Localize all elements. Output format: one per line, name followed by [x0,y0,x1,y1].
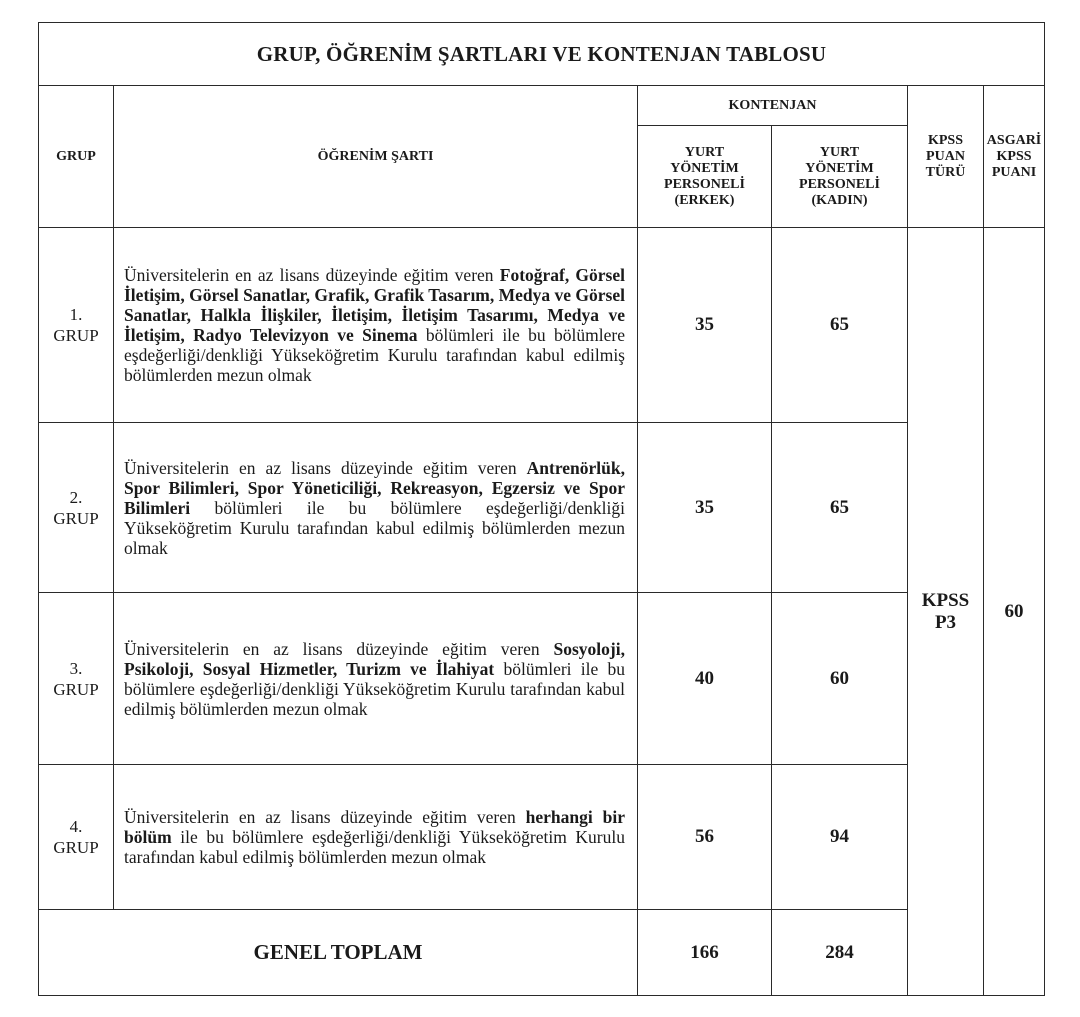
header-line: (ERKEK) [674,192,735,208]
grup-cell [39,423,114,593]
asgari-kpss-puani: 60 [984,228,1045,996]
sart-text: bölümleri ile bu bölümlere eşdeğerliği/denkliği Yükseköğretim Kurulu tarafından kabul edilmiş bölümlerden mezun olmak [124,325,625,385]
sart-departments: Fotoğraf, Görsel İletişim, Görsel Sanatlar, Grafik, Grafik Tasarım, Medya ve Görsel Sanatlar, Halkla İlişkiler, İletişim, İletişim Tasarımı, Medya ve İletişim, Radyo Televizyon ve Sinema [124,265,626,345]
sart-departments: herhangi bir bölüm [124,807,625,847]
sart-departments: Antrenörlük, Spor Bilimleri, Spor Yöneticiliği, Rekreasyon, Egzersiz ve Spor Bilimleri [124,457,625,518]
table-row [39,593,1045,765]
header-line: YÖNETİM [670,160,739,176]
kontenjan-erkek: 35 [638,228,772,423]
header-line: KPSS [996,148,1032,164]
ogrenim-sarti-cell [114,593,638,765]
table-row [39,423,1045,593]
header-line: PUANI [991,164,1037,180]
header-line: KPSS [927,132,963,148]
total-erkek: 166 [638,910,772,996]
kontenjan-kadin: 94 [772,765,908,910]
grup-cell [39,228,114,423]
header-line: PUAN [926,148,965,164]
grup-label: GRUP [53,679,99,699]
header-line: PERSONELİ [799,176,880,192]
table-row [39,228,1045,423]
sart-departments: Sosyoloji, Psikoloji, Sosyal Hizmetler, Turizm ve İlahiyat [124,638,625,679]
kontenjan-kadin: 65 [772,228,908,423]
grup-label: GRUP [53,326,99,345]
grup-number: 4. [69,817,83,836]
ogrenim-sarti-cell [114,423,638,593]
kpss-type-line: P3 [934,611,957,633]
header-line: YÖNETİM [805,160,874,176]
header-erkek [638,126,772,228]
total-row [39,910,1045,996]
kontenjan-kadin: 60 [772,593,908,765]
table-row [39,765,1045,910]
sart-text: Üniversitelerin en az lisans düzeyinde eğitim veren [124,457,527,478]
sart-text: Üniversitelerin en az lisans düzeyinde eğitim veren [124,807,526,827]
kontenjan-kadin: 65 [772,423,908,593]
header-line: YURT [684,144,725,160]
header-ogrenim-sarti: ÖĞRENİM ŞARTI [114,86,638,228]
grup-cell [39,593,114,765]
table-title: GRUP, ÖĞRENİM ŞARTLARI VE KONTENJAN TABLOSU [39,23,1045,86]
kontenjan-erkek: 56 [638,765,772,910]
kpss-puan-turu [908,228,984,996]
genel-toplam-label: GENEL TOPLAM [39,910,638,996]
grup-label: GRUP [53,838,99,857]
grup-label: GRUP [53,508,99,528]
sart-text: ile bu bölümlere eşdeğerliği/denkliği Yükseköğretim Kurulu tarafından kabul edilmiş bölümlerden mezun olmak [124,827,625,867]
grup-cell [39,765,114,910]
header-line: ASGARİ [986,132,1042,148]
header-line: YURT [819,144,860,160]
grup-number: 2. [69,487,83,507]
header-asgari-kpss-puani [984,86,1045,228]
grup-number: 3. [69,658,83,678]
header-grup: GRUP [39,86,114,228]
contingent-table [38,22,1045,996]
header-kontenjan: KONTENJAN [638,86,908,126]
header-kpss-puan-turu [908,86,984,228]
sart-text: bölümleri ile bu bölümlere eşdeğerliği/denkliği Yükseköğretim Kurulu tarafından kabul edilmiş bölümlerden mezun olmak [124,497,625,558]
header-kadin [772,126,908,228]
sart-text: Üniversitelerin en az lisans düzeyinde eğitim veren [124,638,554,659]
sart-text: bölümleri ile bu bölümlere eşdeğerliği/denkliği Yükseköğretim Kurulu tarafından kabul edilmiş bölümlerden mezun olmak [124,658,625,719]
kontenjan-erkek: 35 [638,423,772,593]
sart-text: Üniversitelerin en az lisans düzeyinde eğitim veren [124,265,500,285]
header-line: PERSONELİ [664,176,745,192]
ogrenim-sarti-cell [114,228,638,423]
header-line: TÜRÜ [925,164,966,180]
header-line: (KADIN) [811,192,868,208]
grup-number: 1. [69,305,83,324]
kontenjan-erkek: 40 [638,593,772,765]
kpss-type-line: KPSS [921,589,970,611]
ogrenim-sarti-cell [114,765,638,910]
total-kadin: 284 [772,910,908,996]
